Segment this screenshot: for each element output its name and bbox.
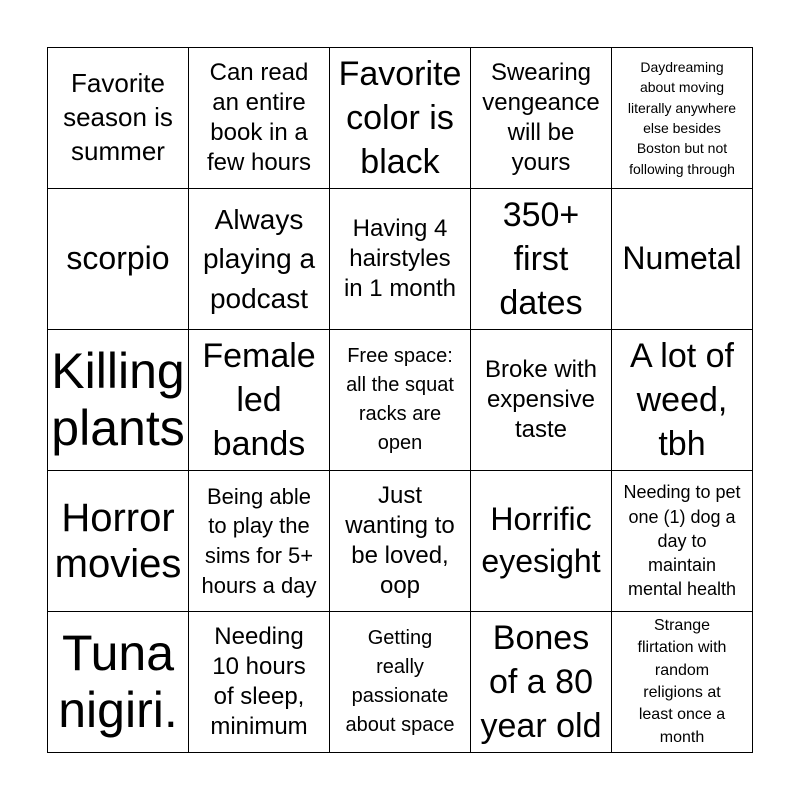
bingo-cell-text: Tuna nigiri.: [58, 624, 178, 738]
bingo-cell-text: Numetal: [622, 240, 742, 277]
bingo-cell-1-2[interactable]: [189, 48, 330, 189]
bingo-cell-text: Horror movies: [54, 496, 182, 586]
bingo-card: [47, 47, 753, 753]
bingo-cell-2-3[interactable]: [330, 189, 471, 330]
bingo-cell-text: Having 4 hairstyles in 1 month: [343, 215, 457, 302]
bingo-cell-text: A lot of weed, tbh: [630, 336, 734, 464]
bingo-cell-2-1[interactable]: [48, 189, 189, 330]
bingo-cell-3-1[interactable]: [48, 330, 189, 471]
bingo-cell-5-5[interactable]: [612, 612, 753, 753]
bingo-cell-1-3[interactable]: [330, 48, 471, 189]
bingo-cell-text: Free space: all the squat racks are open: [346, 345, 454, 454]
bingo-cell-3-4[interactable]: [471, 330, 612, 471]
bingo-cell-5-4[interactable]: [471, 612, 612, 753]
bingo-cell-text: scorpio: [66, 240, 170, 277]
bingo-cell-4-2[interactable]: [189, 471, 330, 612]
bingo-cell-text: Needing 10 hours of sleep, minimum: [210, 623, 308, 740]
bingo-cell-text: Favorite color is black: [338, 54, 462, 182]
bingo-cell-text: Swearing vengeance will be yours: [482, 59, 600, 176]
bingo-cell-text: Killing plants: [51, 342, 185, 456]
bingo-cell-text: Needing to pet one (1) dog a day to maintain mental health: [623, 482, 741, 600]
bingo-cell-text: Bones of a 80 year old: [480, 618, 602, 746]
bingo-cell-text: Daydreaming about moving literally anywhere else besides Boston but not following through: [627, 59, 737, 177]
bingo-cell-4-3[interactable]: [330, 471, 471, 612]
bingo-cell-2-2[interactable]: [189, 189, 330, 330]
bingo-cell-text: Can read an entire book in a few hours: [206, 59, 312, 176]
bingo-cell-1-5[interactable]: [612, 48, 753, 189]
bingo-cell-text: Favorite season is summer: [63, 68, 173, 166]
bingo-cell-3-2[interactable]: [189, 330, 330, 471]
bingo-cell-text: Horrific eyesight: [481, 501, 601, 579]
bingo-cell-1-1[interactable]: [48, 48, 189, 189]
bingo-cell-text: 350+ first dates: [499, 195, 583, 323]
bingo-cell-text: Being able to play the sims for 5+ hours a day: [201, 483, 317, 598]
bingo-cell-4-5[interactable]: [612, 471, 753, 612]
bingo-cell-text: Broke with expensive taste: [484, 356, 598, 443]
bingo-cell-text: Always playing a podcast: [202, 204, 316, 314]
bingo-cell-text: Strange flirtation with random religions at least once a month: [637, 616, 727, 746]
bingo-cell-2-4[interactable]: [471, 189, 612, 330]
bingo-cell-text: Just wanting to be loved, oop: [345, 482, 455, 599]
bingo-cell-text: Getting really passionate about space: [345, 627, 455, 736]
bingo-cell-5-3[interactable]: [330, 612, 471, 753]
bingo-cell-1-4[interactable]: [471, 48, 612, 189]
bingo-cell-3-5[interactable]: [612, 330, 753, 471]
bingo-cell-4-4[interactable]: [471, 471, 612, 612]
bingo-cell-3-3[interactable]: [330, 330, 471, 471]
bingo-cell-5-2[interactable]: [189, 612, 330, 753]
bingo-cell-4-1[interactable]: [48, 471, 189, 612]
bingo-cell-5-1[interactable]: [48, 612, 189, 753]
bingo-cell-2-5[interactable]: [612, 189, 753, 330]
bingo-cell-text: Female led bands: [202, 336, 316, 464]
